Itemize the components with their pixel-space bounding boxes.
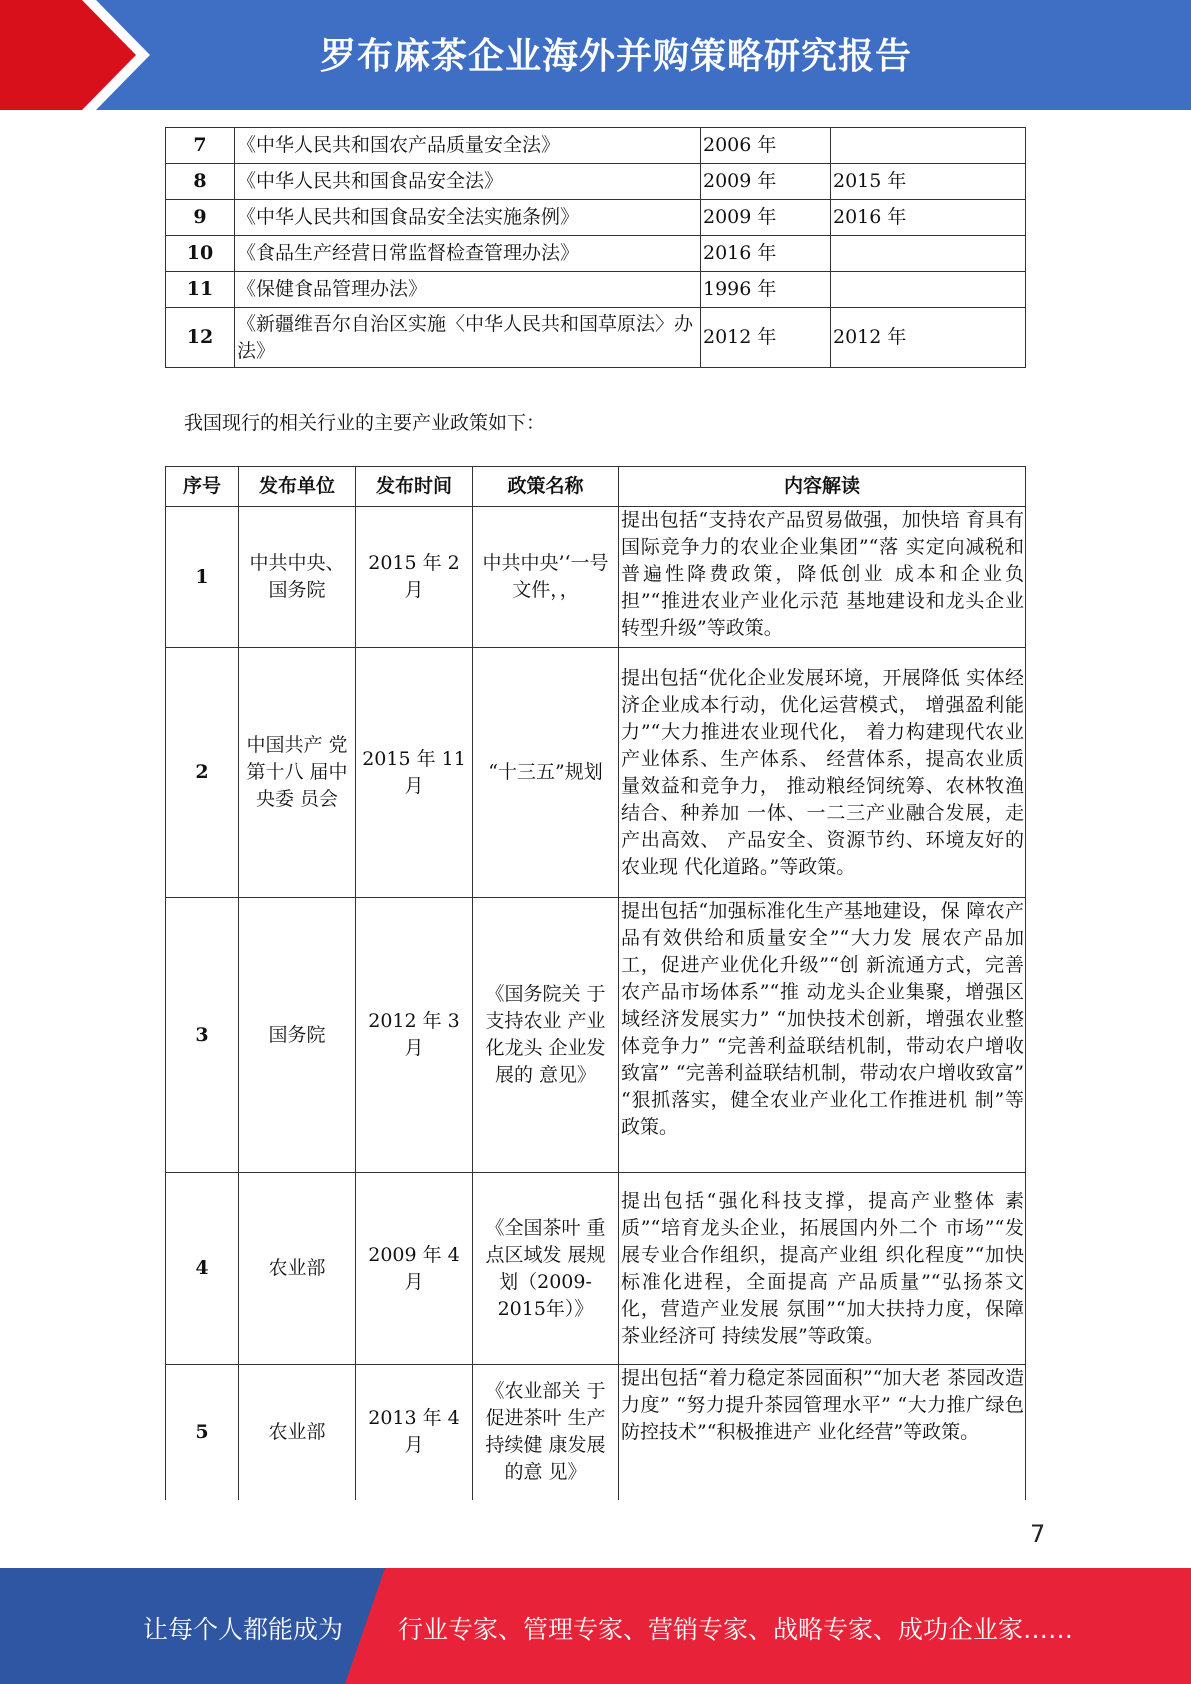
law-issued: 2012 年 bbox=[701, 308, 831, 368]
policy-unit: 农业部 bbox=[239, 1365, 356, 1500]
policy-content: 提出包括“优化企业发展环境，开展降低 实体经济企业成本行动，优化运营模式， 增强盈利能力”“大力推进农业现代化， 着力构建现代农业产业体系、生产体系、 经营体系，提高农业质量效益和竞争力， 推动粮经饲统筹、农林牧渔结合、种养加 一体、一二三产业融合发展，走产出高效、 产品安全、资源节约、环境友好的农业现 代化道路。”等政策。 bbox=[619, 648, 1026, 898]
law-no: 8 bbox=[166, 164, 235, 200]
table-row bbox=[166, 308, 1026, 368]
table-row bbox=[166, 898, 1026, 1173]
policy-no: 1 bbox=[166, 507, 239, 648]
law-name: 《中华人民共和国食品安全法实施条例》 bbox=[235, 200, 701, 236]
policy-content: 提出包括“加强标准化生产基地建设，保 障农产品有效供给和质量安全”“大力发 展农产品加工，促进产业优化升级”“创 新流通方式，完善农产品市场体系”“推 动龙头企业集聚，增强区域经济发展实力” “加快技术创新，增强农业整体竞争力” “完善利益联结机制，带动农户增收致富” “完善利益联结机制，带动农户增收致富” “狠抓落实，健全农业产业化工作推进机 制”等政策。 bbox=[619, 898, 1026, 1173]
policy-unit: 国务院 bbox=[239, 898, 356, 1173]
policy-date: 2012 年 3 月 bbox=[356, 898, 473, 1173]
law-revised: 2016 年 bbox=[831, 200, 1026, 236]
page-header bbox=[0, 0, 1191, 110]
table-header-row bbox=[166, 467, 1026, 507]
column-header: 发布单位 bbox=[239, 467, 356, 507]
policy-content: 提出包括“着力稳定茶园面积”“加大老 茶园改造力度” “努力提升茶园管理水平” “大力推广绿色防控技术”“积极推进产 业化经营”等政策。 bbox=[619, 1365, 1026, 1500]
law-no: 12 bbox=[166, 308, 235, 368]
table-row bbox=[166, 236, 1026, 272]
page-footer bbox=[0, 1568, 1191, 1684]
law-name: 《新疆维吾尔自治区实施〈中华人民共和国草原法〉办法》 bbox=[235, 308, 701, 368]
policy-no: 3 bbox=[166, 898, 239, 1173]
policy-name: 《农业部关 于促进茶叶 生产持续健 康发展的意 见》 bbox=[473, 1365, 619, 1500]
policy-name: 《国务院关 于支持农业 产业化龙头 企业发展的 意见》 bbox=[473, 898, 619, 1173]
law-issued: 2016 年 bbox=[701, 236, 831, 272]
law-issued: 2009 年 bbox=[701, 200, 831, 236]
table-row bbox=[166, 507, 1026, 648]
law-no: 10 bbox=[166, 236, 235, 272]
policy-name: “十三五”规划 bbox=[473, 648, 619, 898]
column-header: 发布时间 bbox=[356, 467, 473, 507]
policy-date: 2013 年 4 月 bbox=[356, 1365, 473, 1500]
table-row bbox=[166, 648, 1026, 898]
policy-no: 4 bbox=[166, 1173, 239, 1365]
law-name: 《保健食品管理办法》 bbox=[235, 272, 701, 308]
law-name: 《中华人民共和国食品安全法》 bbox=[235, 164, 701, 200]
table-row bbox=[166, 128, 1026, 164]
column-header: 内容解读 bbox=[619, 467, 1026, 507]
report-title: 罗布麻茶企业海外并购策略研究报告 bbox=[320, 36, 913, 77]
table-row bbox=[166, 1365, 1026, 1500]
law-no: 9 bbox=[166, 200, 235, 236]
law-revised bbox=[831, 236, 1026, 272]
law-revised: 2012 年 bbox=[831, 308, 1026, 368]
page-number: 7 bbox=[1030, 1520, 1046, 1548]
policy-name: 《全国茶叶 重点区域发 展规划（2009-2015年）》 bbox=[473, 1173, 619, 1365]
law-issued: 2009 年 bbox=[701, 164, 831, 200]
law-no: 7 bbox=[166, 128, 235, 164]
policy-content: 提出包括“支持农产品贸易做强，加快培 育具有国际竞争力的农业企业集团”“落 实定向减税和普遍性降费政策，降低创业 成本和企业负担”“推进农业产业化示范 基地建设和龙头企业转型升级”等政策。 bbox=[619, 507, 1026, 648]
policy-content: 提出包括“强化科技支撑，提高产业整体 素质”“培育龙头企业，拓展国内外二个 市场”“发展专业合作组织，提高产业组 织化程度”“加快标准化进程，全面提高 产品质量”“弘扬茶文化，营造产业发展 氛围”“加大扶持力度，保障茶业经济可 持续发展”等政策。 bbox=[619, 1173, 1026, 1365]
column-header: 序号 bbox=[166, 467, 239, 507]
law-issued: 2006 年 bbox=[701, 128, 831, 164]
policy-unit: 中国共产 党第十八 届中央委 员会 bbox=[239, 648, 356, 898]
header-chevron-icon bbox=[0, 0, 150, 110]
law-revised bbox=[831, 128, 1026, 164]
policy-date: 2015 年 11 月 bbox=[356, 648, 473, 898]
policy-date: 2015 年 2 月 bbox=[356, 507, 473, 648]
law-name: 《食品生产经营日常监督检查管理办法》 bbox=[235, 236, 701, 272]
footer-slogan-right: 行业专家、管理专家、营销专家、战略专家、成功企业家…… bbox=[398, 1615, 1074, 1644]
law-revised: 2015 年 bbox=[831, 164, 1026, 200]
policy-name: 中共中央’‘一号文件，， bbox=[473, 507, 619, 648]
policy-unit: 中共中央、国务院 bbox=[239, 507, 356, 648]
footer-slogan-left: 让每个人都能成为 bbox=[143, 1615, 344, 1644]
table-row bbox=[166, 272, 1026, 308]
policy-date: 2009 年 4 月 bbox=[356, 1173, 473, 1365]
policy-table bbox=[165, 466, 1026, 1500]
policy-unit: 农业部 bbox=[239, 1173, 356, 1365]
law-table bbox=[165, 127, 1026, 368]
table-row bbox=[166, 1173, 1026, 1365]
intro-paragraph: 我国现行的相关行业的主要产业政策如下： bbox=[184, 412, 546, 434]
policy-no: 5 bbox=[166, 1365, 239, 1500]
table-row bbox=[166, 200, 1026, 236]
law-issued: 1996 年 bbox=[701, 272, 831, 308]
column-header: 政策名称 bbox=[473, 467, 619, 507]
law-name: 《中华人民共和国农产品质量安全法》 bbox=[235, 128, 701, 164]
law-no: 11 bbox=[166, 272, 235, 308]
table-row bbox=[166, 164, 1026, 200]
policy-no: 2 bbox=[166, 648, 239, 898]
law-revised bbox=[831, 272, 1026, 308]
